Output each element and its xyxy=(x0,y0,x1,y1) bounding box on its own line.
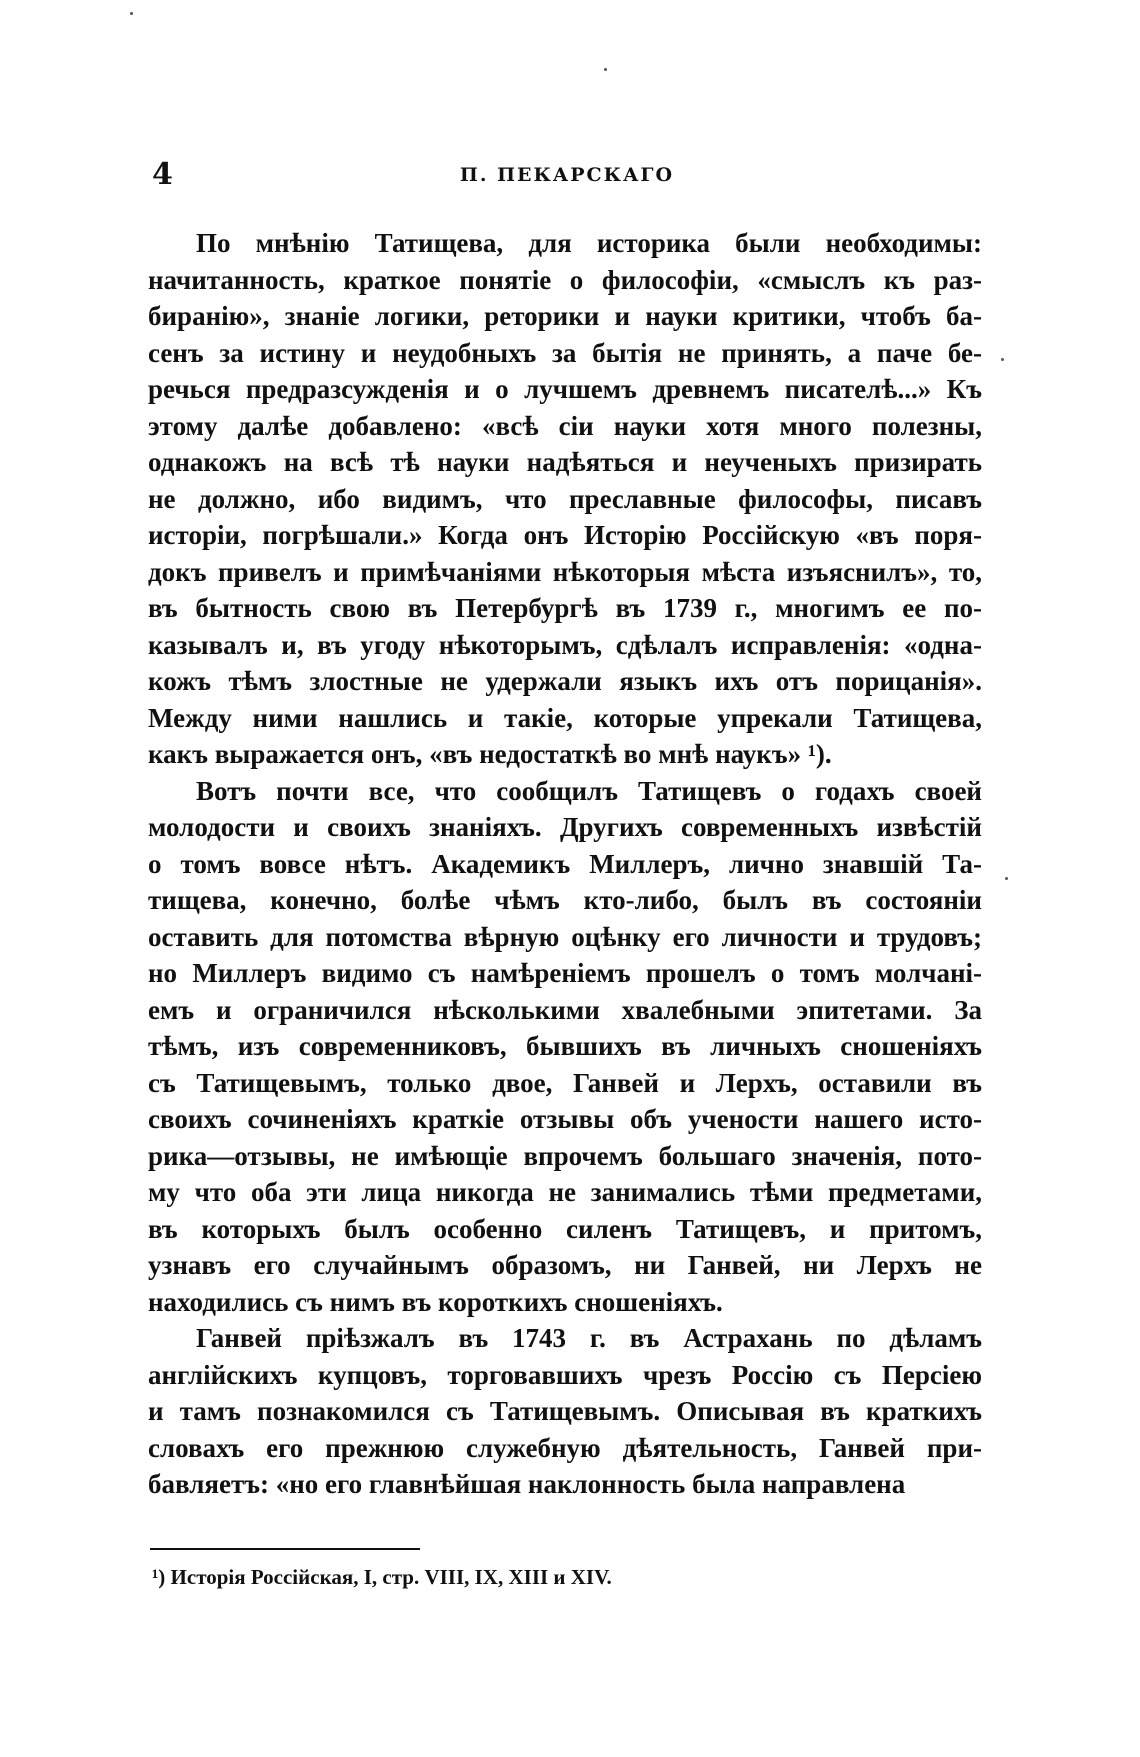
body-text xyxy=(148,225,982,1503)
text-line: въ которыхъ былъ особенно силенъ Татищевъ, и притомъ, xyxy=(148,1213,982,1244)
speck xyxy=(130,12,133,15)
text-line: докъ привелъ и примѣчаніями нѣкоторыя мѣста изъяснилъ», то, xyxy=(148,556,982,587)
text-line: кожъ тѣмъ злостные не удержали языкъ ихъ отъ порицанія». xyxy=(148,666,982,696)
text-line: Ганвей пріѣзжалъ въ 1743 г. въ Астрахань по дѣламъ xyxy=(196,1323,982,1353)
footnote xyxy=(152,1562,982,1592)
text-line: Вотъ почти все, что сообщилъ Татищевъ о годахъ своей xyxy=(196,775,982,806)
text-line: молодости и своихъ знаніяхъ. Другихъ современныхъ извѣстій xyxy=(148,812,982,842)
text-line: какъ выражается онъ, «въ недостаткѣ во мнѣ наукъ» ¹). xyxy=(148,739,832,769)
text-line: однакожъ на всѣ тѣ науки надѣяться и неученыхъ призирать xyxy=(148,447,982,477)
text-line: емъ и ограничился нѣсколькими хвалебными эпитетами. За xyxy=(148,994,982,1025)
text-line: рика—отзывы, не имѣющіе впрочемъ большаго значенія, пото- xyxy=(148,1140,982,1171)
text-line: не должно, ибо видимъ, что преславные философы, писавъ xyxy=(148,483,982,514)
text-line: въ бытность свою въ Петербургѣ въ 1739 г., многимъ ее по- xyxy=(148,593,982,623)
text-line: тищева, конечно, болѣе чѣмъ кто-либо, былъ въ состояніи xyxy=(148,885,982,915)
speck xyxy=(1005,877,1008,880)
text-line: словахъ его прежнюю служебную дѣятельность, Ганвей при- xyxy=(148,1432,982,1463)
text-line: бавляетъ: «но его главнѣйшая наклонность была направлена xyxy=(148,1469,906,1499)
text-line: англійскихъ купцовъ, торговавшихъ чрезъ Россію съ Персіею xyxy=(148,1359,982,1390)
paragraph xyxy=(148,773,982,1321)
text-line: съ Татищевымъ, только двое, Ганвей и Лерхъ, оставили въ xyxy=(148,1067,982,1098)
text-line: оставить для потомства вѣрную оцѣнку его личности и трудовъ; xyxy=(148,921,982,952)
text-line: Между ними нашлись и такіе, которые упрекали Татищева, xyxy=(148,702,982,733)
text-line: По мнѣнію Татищева, для историка были необходимы: xyxy=(196,228,982,258)
text-line: узнавъ его случайнымъ образомъ, ни Ганвей, ни Лерхъ не xyxy=(148,1250,982,1280)
text-line: тѣмъ, изъ современниковъ, бывшихъ въ личныхъ сношеніяхъ xyxy=(148,1031,982,1061)
text-line: казывалъ и, въ угоду нѣкоторымъ, сдѣлалъ исправленія: «одна- xyxy=(148,629,982,660)
text-line: находились съ нимъ въ короткихъ сношеніяхъ. xyxy=(148,1286,723,1317)
text-line: и тамъ познакомился съ Татищевымъ. Описывая въ краткихъ xyxy=(148,1396,982,1426)
text-line: о томъ вовсе нѣтъ. Академикъ Миллеръ, лично знавшій Та- xyxy=(148,848,982,879)
text-line: своихъ сочиненіяхъ краткіе отзывы объ учености нашего исто- xyxy=(148,1104,982,1134)
text-line: этому далѣе добавлено: «всѣ сіи науки хотя много полезны, xyxy=(148,410,982,441)
footnote-text: Исторія Россійская, I, стр. VIII, IX, XIII и XIV. xyxy=(170,1565,612,1589)
speck xyxy=(604,68,607,71)
paragraph xyxy=(148,225,982,773)
text-line: речься предразсужденія и о лучшемъ древнемъ писателѣ...» Къ xyxy=(148,374,982,404)
page-number: 4 xyxy=(152,157,173,192)
text-line: му что оба эти лица никогда не занимались тѣми предметами, xyxy=(148,1177,982,1207)
page-header xyxy=(152,158,982,192)
text-line: сенъ за истину и неудобныхъ за бытія не принять, а паче бе- xyxy=(148,337,982,368)
footnote-mark: ¹) xyxy=(152,1565,166,1589)
paragraph xyxy=(148,1320,982,1503)
running-head: П. ПЕКАРСКАГО xyxy=(459,164,675,186)
text-line: начитанность, краткое понятіе о философіи, «смыслъ къ раз- xyxy=(148,264,982,295)
text-line: исторіи, погрѣшали.» Когда онъ Исторію Россійскую «въ поря- xyxy=(148,520,982,550)
text-line: биранію», знаніе логики, реторики и науки критики, чтобъ ба- xyxy=(148,301,982,331)
text-line: но Миллеръ видимо съ намѣреніемъ прошелъ о томъ молчані- xyxy=(148,958,982,988)
speck xyxy=(1001,358,1004,361)
footnote-divider xyxy=(150,1548,420,1550)
